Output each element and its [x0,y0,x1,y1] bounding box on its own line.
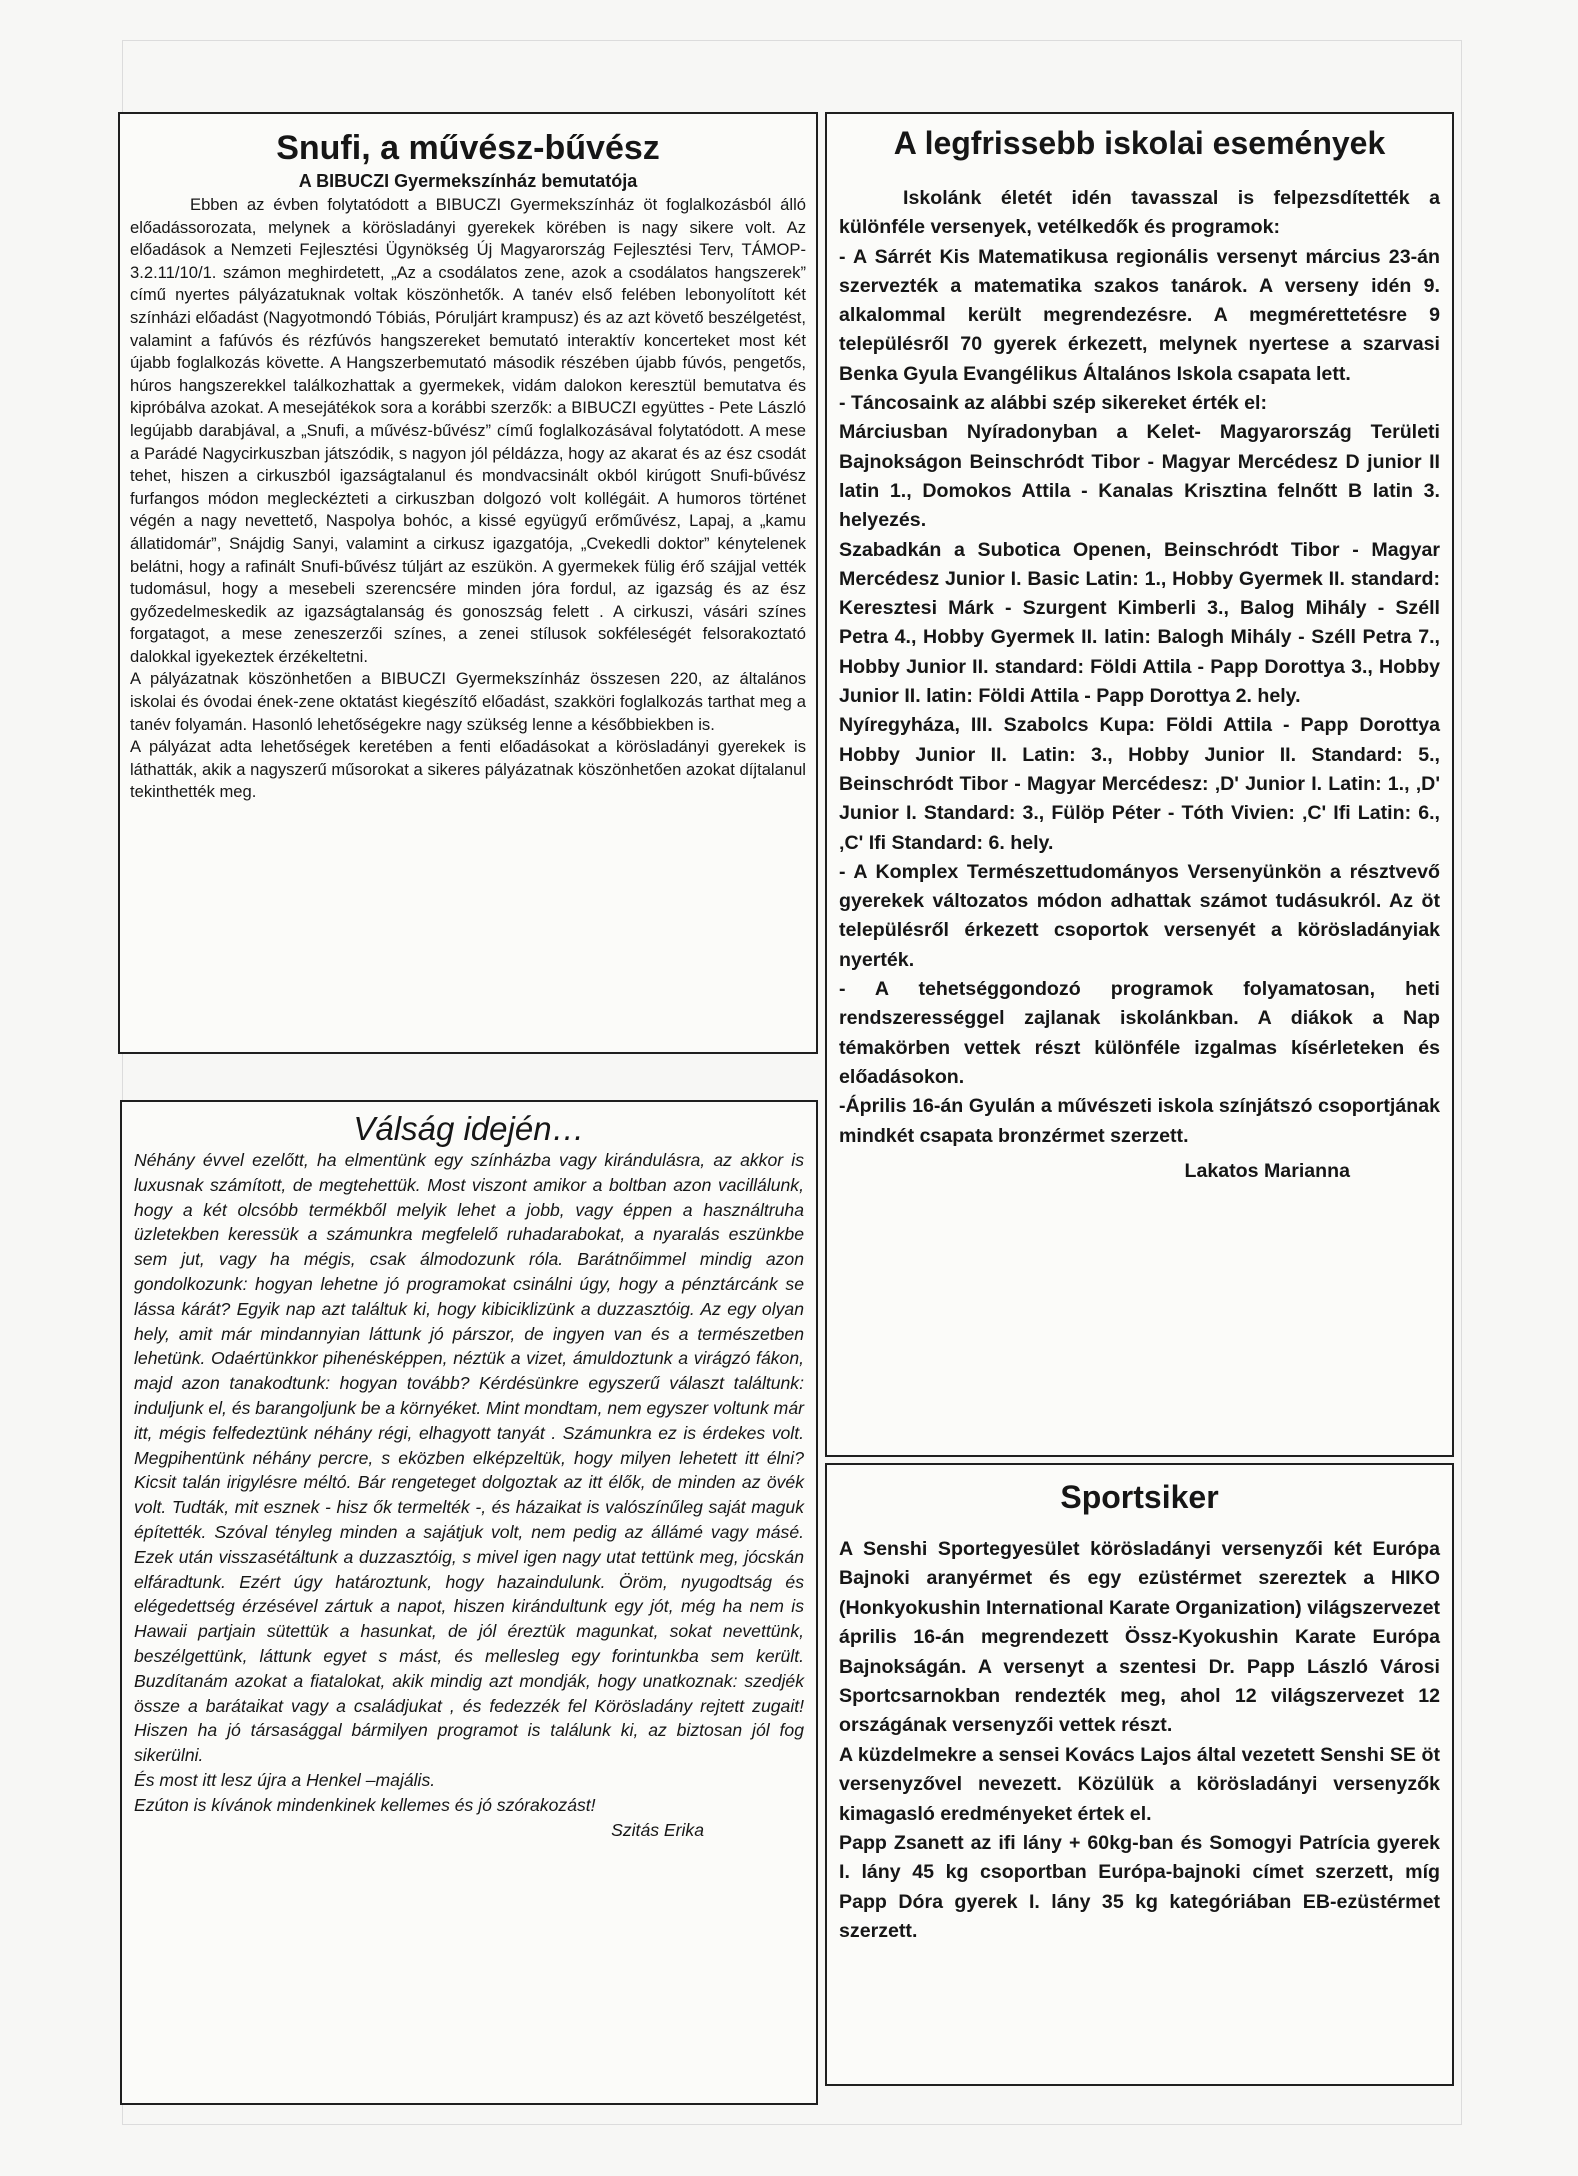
article-title: Válság idején… [353,1110,585,1147]
article-paragraph: A pályázat adta lehetőségek keretében a fenti előadásokat a körösladányi gyerekek is láthatták, akik a nagyszerű műsorokat a sikeres pályázatnak köszönhetően azokat díjtalanul tekinthették meg. [130,737,806,802]
article-paragraph: A pályázatnak köszönhetően a BIBUCZI Gyermekszínház összesen 220, az általános iskolai és óvodai ének-zene oktatást kiegészítő előadást, szakköri foglalkozás tarthat meg a tanév folyamán. Hasonló lehetőségekre nagy szükség lenne a későbbiekben is. [130,669,806,734]
article-paragraph: Ebben az évben folytatódott a BIBUCZI Gyermekszínház öt foglalkozásból álló előadássorozata, melynek a körösladányi gyerekek körében is nagy sikere volt. Az előadások a Nemzeti Fejlesztési Ügynökség Új Magyarország Fejlesztési Terv, TÁMOP-3.2.11/10/1. számon meghirdetett, „Az a csodálatos zene, azok a csodálatos hangszerek” című nyertes pályázatuknak voltak köszönhetők. A tanév első felében lebonyolított két színházi előadást (Nagyotmondó Tóbiás, Póruljárt krampusz) és az azt követő beszélgetést, valamint a fafúvós és rézfúvós hangszereket bemutató interaktív koncerteket most két újabb foglalkozás követte. A Hangszerbemutató második részében újabb fúvós, pengetős, húros hangszerekkel találkozhattak a gyermekek, vidám dalokon keresztül bemutatva és kipróbálva azokat. A mesejátékok sora a korábbi szerzők: a BIBUCZI együttes - Pete László legújabb darabjával, a „Snufi, a művész-bűvész” című foglalkozásával folytatódott. A mese a Parádé Nagycirkuszban játszódik, s nagyon jól példázza, hogy az akarat és az ész csodát tehet, hiszen a cirkuszból igazságtalanul és mondvacsinált okból kirúgott Snufi-bűvész furfangos módon megleckézteti a cirkuszban dolgozó volt kollégáit. A humoros történet végén a nagy nevettető, Naspolya bohóc, a kissé együgyű erőművész, Lapaj, a „kamu állatidomár”, Snájdig Sanyi, valamint a cirkusz igazgatója, „Cvekedli doktor” kénytelenek belátni, hogy a rafinált Snufi-bűvész túljárt az eszükön. A gyermekek fülig érő szájjal vették tudomásul, hogy a mesebeli szerencsére minden jóra fordul, az igazság és az ész győzedelmeskedik az igazságtalanság és gonoszság felett . A cirkuszi, vásári színes forgatagot, a mese zeneszerzői színes, a zenei stílusok sokféleségét felsorakoztató dalokkal igyekeztek érzékeltetni. [130,195,806,666]
event-item: - A tehetséggondozó programok folyamatosan, heti rendszerességgel zajlanak iskolánkban. A diákok a Nap témakörben vettek részt különféle izgalmas kísérleteken és előadásokon. [839,978,1440,1088]
article-signature: Szitás Erika [611,1819,704,1840]
article-paragraph: És most itt lesz újra a Henkel –majális. [134,1769,436,1790]
article-snufi [118,112,818,1054]
article-school-events [825,112,1454,1457]
event-item: Szabadkán a Subotica Openen, Beinschródt Tibor - Magyar Mercédesz Junior I. Basic Latin: 1., Hobby Gyermek II. standard: Keresztesi Márk - Szurgent Kimberli 3., Balog Mihály - Széll Petra 4., Hobby Gyermek II. latin: Balogh Mihály - Széll Petra 7., Hobby Junior II. standard: Földi Attila - Papp Dorottya 3., Hobby Junior II. latin: Földi Attila - Papp Dorottya 2. hely. [839,538,1440,708]
article-intro: Iskolánk életét idén tavasszal is felpezsdítették a különféle versenyek, vetélkedők és programok: [839,187,1440,239]
event-item: - Táncosaink az alábbi szép sikereket érték el: [839,392,1267,415]
article-title: A legfrissebb iskolai események [893,125,1386,161]
article-paragraph: A küzdelmekre a sensei Kovács Lajos által vezetett Senshi SE öt versenyzővel nevezett. Közülük a körösladányi versenyzők kimagasló eredményeket értek el. [839,1743,1440,1825]
article-sport [825,1463,1454,2086]
event-item: Nyíregyháza, III. Szabolcs Kupa: Földi Attila - Papp Dorottya Hobby Junior II. Latin: 3., Hobby Junior II. Standard: 5., Beinschródt Tibor - Magyar Mercédesz: ‚D' Junior I. Latin: 1., ‚D' Junior I. Standard: 3., Fülöp Péter - Tóth Vivien: ‚C' Ifi Latin: 6., ‚C' Ifi Standard: 6. hely. [839,714,1440,854]
event-item: - A Komplex Természettudományos Versenyünkön a résztvevő gyerekek változatos módon adhattak számot tudásukról. Az öt településről érkezett csoportok versenyét a körösladányiak nyerték. [839,860,1440,971]
event-item: -Április 16-án Gyulán a művészeti iskola színjátszó csoportjának mindkét csapata bronzérmet szerzett. [839,1095,1440,1147]
article-signature: Lakatos Marianna [1184,1159,1350,1182]
article-paragraph: A Senshi Sportegyesület körösladányi versenyzői két Európa Bajnoki aranyérmet és egy ezüstérmet szereztek a HIKO (Honkyokushin International Karate Organization) világszervezet április 16-án megrendezett Össz-Kyokushin Karate Európa Bajnokságán. A versenyt a szentesi Dr. Papp László Városi Sportcsarnokban rendezték meg, ahol 12 világszervezet 12 országának versenyzői vettek részt. [839,1538,1441,1737]
article-paragraph: Papp Zsanett az ifi lány + 60kg-ban és Somogyi Patrícia gyerek I. lány 45 kg csoportban Európa-bajnoki címet szerzett, míg Papp Dóra gyerek I. lány 35 kg kategóriában EB-ezüstérmet szerzett. [839,1832,1440,1943]
article-title: Snufi, a művész-bűvész [276,129,660,167]
article-paragraph: Ezúton is kívánok mindenkinek kellemes és jó szórakozást! [134,1794,596,1815]
article-title: Sportsiker [1060,1479,1219,1515]
event-item: - A Sárrét Kis Matematikusa regionális versenyt március 23-án szervezték a matematika szakos tanárok. A verseny idén 9. alkalommal került megrendezésre. A megmérettetésre 9 településről 70 gyerek érkezett, melynek nyertese a szarvasi Benka Gyula Evangélikus Általános Iskola csapata lett. [839,245,1440,385]
article-valsag [120,1100,818,2105]
article-subtitle: A BIBUCZI Gyermekszínház bemutatója [298,171,638,191]
article-paragraph: Néhány évvel ezelőtt, ha elmentünk egy színházba vagy kirándulásra, az akkor is luxusnak számított, de megtehettük. Most viszont amikor a boltban azon vacillálunk, hogy a két olcsóbb termékből melyik lehet a jobb, vagy éppen a használtruha üzletekben keressük a számunkra megfelelő ruhadarabokat, a nyaralás eszünkbe sem jut, vagy ha mégis, csak álmodozunk róla. Barátnőimmel mindig azon gondolkozunk: hogyan lehetne jó programokat csinálni úgy, hogy a pénztárcánk se lássa kárát? Egyik nap azt találtuk ki, hogy kibiciklizünk a duzzasztóig. Az egy olyan hely, amit már mindannyian láttunk jó párszor, de ingyen van és a természetben lehetünk. Odaértünkkor pihenésképpen, néztük a vizet, ámuldoztunk a virágzó fákon, majd azon tanakodtunk: hogyan tovább? Kérdésünkre egyszerű választ találtunk: induljunk el, és barangoljunk be a környéket. Mint mondtam, nem egyszer voltunk már itt, mégis felfedeztünk néhány régi, elhagyott tanyát . Számunkra ez is érdekes volt. Megpihentünk néhány percre, s eközben elképzeltük, hogy milyen lehetett itt élni? Kicsit talán irigylésre méltó. Bár rengeteget dolgoztak az itt élők, de minden az övék volt. Tudták, mit esznek - hisz ők termelték -, és házaikat is valószínűleg saját maguk építették. Szóval tényleg minden a sajátjuk volt, nem pedig az állámé vagy másé. Ezek után visszasétáltunk a duzzasztóig, s mivel igen nagy utat tettünk meg, jócskán elfáradtunk. Ezért úgy határoztunk, hogy hazaindulunk. Öröm, nyugodtság és elégedettség érzésével zártuk a napot, hiszen kirándultunk egy jót, még ha nem is Hawaii partjain sütettük a hasunkat, de jól éreztük magunkat, sokat nevettünk, beszélgettünk, láttunk egyet s mást, és mellesleg egy forintunkba sem került. Buzdítanám azokat a fiatalokat, akik mindig azt mondják, hogy unatkoznak: szedjék össze a barátaikat vagy a családjukat , és fedezzék fel Körösladány rejtett zugait! Hiszen ha jó társasággal bármilyen programot is találunk ki, az biztosan jól fog sikerülni. [134,1150,804,1766]
event-item: Márciusban Nyíradonyban a Kelet- Magyarország Területi Bajnokságon Beinschródt Tibor - Magyar Mercédesz D junior II latin 1., Domokos Attila - Kanalas Krisztina felnőtt B latin 3. helyezés. [839,421,1440,532]
